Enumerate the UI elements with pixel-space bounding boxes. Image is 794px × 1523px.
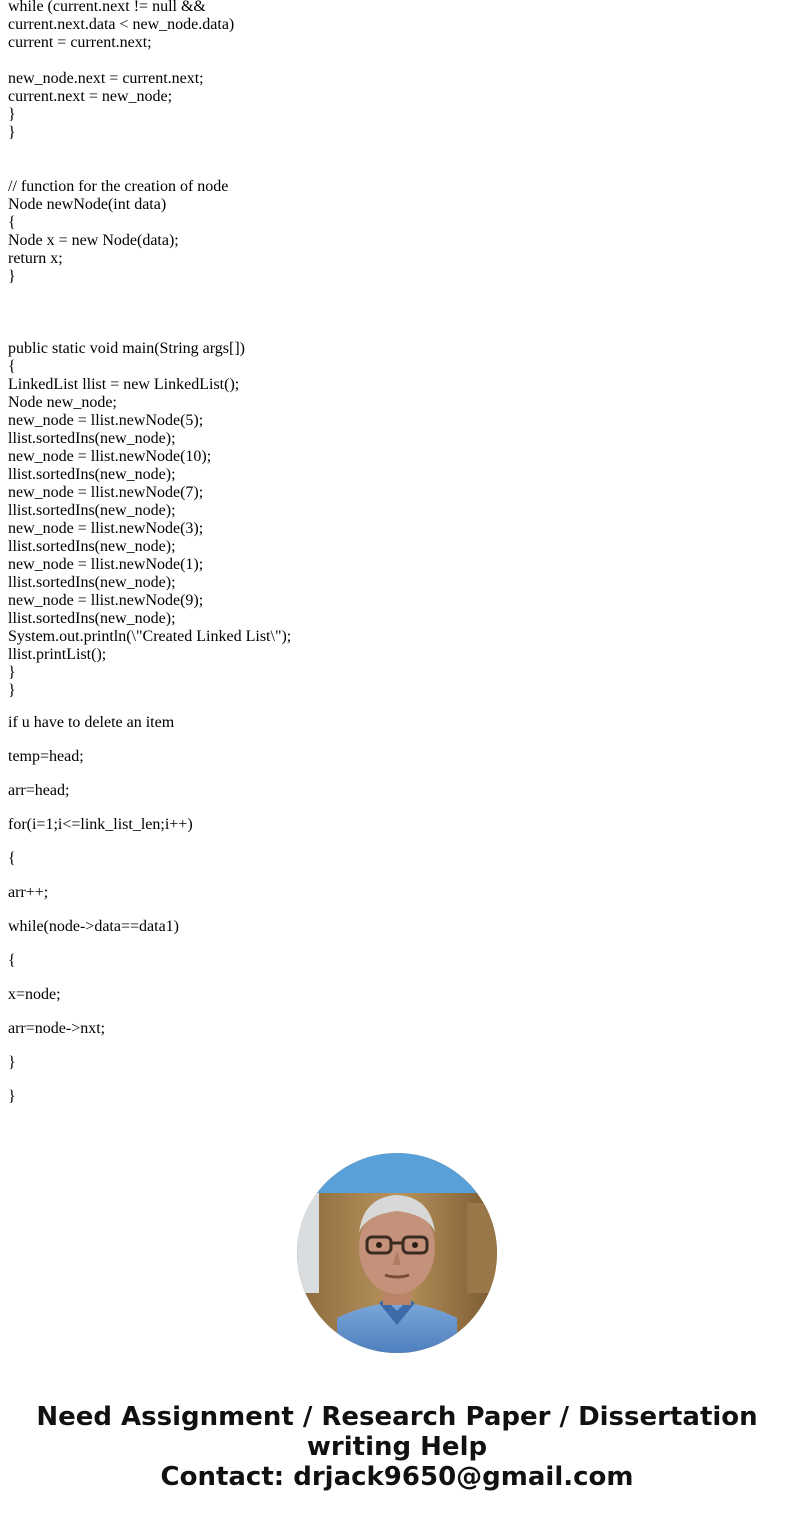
snippet-line: } bbox=[8, 1054, 16, 1071]
code-line: llist.sortedIns(new_node); bbox=[8, 610, 176, 627]
code-line: current.next.data < new_node.data) bbox=[8, 16, 235, 33]
code-line: new_node = llist.newNode(1); bbox=[8, 556, 204, 573]
snippet-line: arr=node->nxt; bbox=[8, 1020, 106, 1037]
code-line: new_node.next = current.next; bbox=[8, 70, 204, 87]
snippet-line: arr=head; bbox=[8, 782, 70, 799]
code-line: public static void main(String args[]) bbox=[8, 340, 245, 357]
snippet-line: { bbox=[8, 952, 16, 969]
code-line: } bbox=[8, 268, 16, 285]
promo-line-2: writing Help bbox=[306, 1432, 488, 1462]
code-line: llist.sortedIns(new_node); bbox=[8, 466, 176, 483]
code-line: { bbox=[8, 358, 16, 375]
code-line: llist.sortedIns(new_node); bbox=[8, 574, 176, 591]
code-line bbox=[8, 286, 778, 304]
code-line: Node new_node; bbox=[8, 394, 117, 411]
author-photo-icon bbox=[297, 1153, 497, 1353]
code-line bbox=[8, 322, 778, 340]
snippet-line: temp=head; bbox=[8, 748, 84, 765]
code-line: } bbox=[8, 682, 16, 699]
snippet-line: for(i=1;i<=link_list_len;i++) bbox=[8, 816, 193, 833]
code-line bbox=[8, 142, 778, 160]
delete-item-snippet bbox=[8, 714, 778, 1122]
code-line: LinkedList llist = new LinkedList(); bbox=[8, 376, 240, 393]
code-line: while (current.next != null && bbox=[8, 0, 206, 15]
code-line: llist.sortedIns(new_node); bbox=[8, 502, 176, 519]
code-line: // function for the creation of node bbox=[8, 178, 229, 195]
promo-contact: Contact: drjack9650@gmail.com bbox=[160, 1462, 634, 1492]
code-line: current.next = new_node; bbox=[8, 88, 173, 105]
code-line: new_node = llist.newNode(5); bbox=[8, 412, 204, 429]
code-line: } bbox=[8, 106, 16, 123]
code-listing bbox=[8, 0, 778, 700]
snippet-line: } bbox=[8, 1088, 16, 1105]
code-line: llist.printList(); bbox=[8, 646, 107, 663]
code-line: System.out.println(\"Created Linked List\"); bbox=[8, 628, 292, 645]
code-line: } bbox=[8, 664, 16, 681]
snippet-line: if u have to delete an item bbox=[8, 714, 175, 731]
code-line: } bbox=[8, 124, 16, 141]
code-line: return x; bbox=[8, 250, 63, 267]
code-line bbox=[8, 160, 778, 178]
code-line: Node x = new Node(data); bbox=[8, 232, 179, 249]
author-avatar bbox=[297, 1153, 497, 1353]
code-line: current = current.next; bbox=[8, 34, 152, 51]
snippet-line: while(node->data==data1) bbox=[8, 918, 179, 935]
code-line bbox=[8, 52, 778, 70]
code-line: new_node = llist.newNode(7); bbox=[8, 484, 204, 501]
promo-banner bbox=[0, 1402, 794, 1492]
code-line: new_node = llist.newNode(10); bbox=[8, 448, 212, 465]
snippet-line: x=node; bbox=[8, 986, 61, 1003]
code-line: llist.sortedIns(new_node); bbox=[8, 538, 176, 555]
code-line bbox=[8, 304, 778, 322]
snippet-line: { bbox=[8, 850, 16, 867]
code-line: Node newNode(int data) bbox=[8, 196, 167, 213]
code-line: new_node = llist.newNode(9); bbox=[8, 592, 204, 609]
code-line: { bbox=[8, 214, 16, 231]
promo-line-1: Need Assignment / Research Paper / Dissertation bbox=[36, 1402, 758, 1432]
code-line: llist.sortedIns(new_node); bbox=[8, 430, 176, 447]
code-line: new_node = llist.newNode(3); bbox=[8, 520, 204, 537]
snippet-line: arr++; bbox=[8, 884, 49, 901]
